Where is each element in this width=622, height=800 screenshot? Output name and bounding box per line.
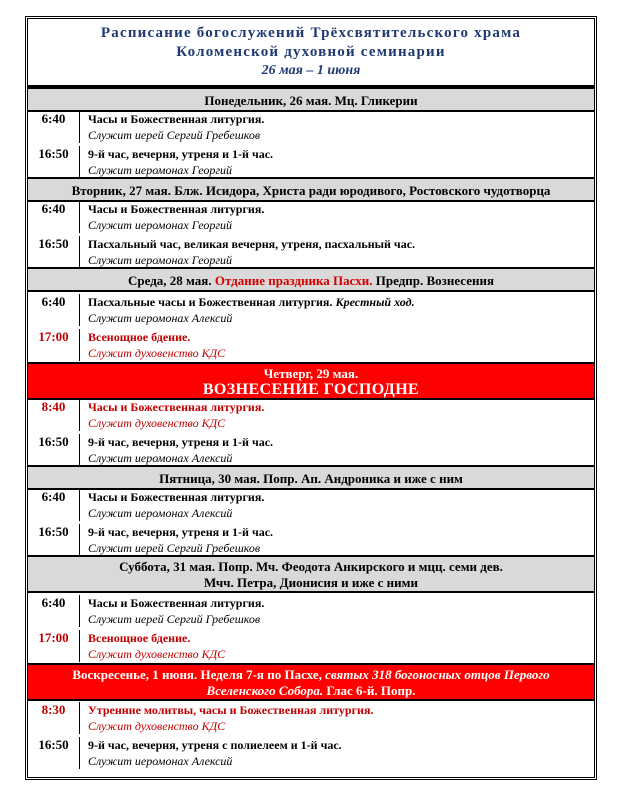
service-time: 6:40 <box>28 489 80 521</box>
service-title: Часы и Божественная литургия. <box>88 400 265 414</box>
service-row <box>28 236 594 268</box>
service-clergy: Служит духовенство КДС <box>88 345 226 360</box>
service-title: 9-й час, вечерня, утреня и 1-й час. <box>88 147 274 161</box>
service-title-italic: Крестный ход. <box>335 294 415 309</box>
service-row <box>28 524 594 556</box>
title-line-2: Коломенской духовной семинарии <box>176 44 446 60</box>
service-clergy: Служит иерей Сергий Гребешков <box>88 611 261 626</box>
day-tuesday <box>28 177 594 267</box>
day-wednesday <box>28 267 594 362</box>
service-title: Часы и Божественная литургия. <box>88 112 265 126</box>
service-clergy: Служит иеромонах Георгий <box>88 218 233 232</box>
service-clergy: Служит духовенство КДС <box>88 718 226 733</box>
service-row <box>28 329 594 361</box>
service-clergy: Служит иеромонах Алексий <box>88 753 233 768</box>
schedule-frame <box>25 16 597 780</box>
day-header: Понедельник, 26 мая. Мц. Гликерии <box>28 87 594 112</box>
service-title: Пасхальный час, великая вечерня, утреня, пасхальный час. <box>88 237 416 251</box>
service-clergy: Служит иеромонах Алексий <box>88 506 233 520</box>
service-row <box>28 146 594 178</box>
day-header: Пятница, 30 мая. Попр. Ап. Андроника и иже с ним <box>28 465 594 490</box>
service-row <box>28 595 594 627</box>
service-row <box>28 489 594 521</box>
service-time: 8:30 <box>28 702 80 734</box>
services <box>28 593 594 663</box>
services <box>28 490 594 555</box>
service-time: 16:50 <box>28 146 80 178</box>
feast-accent: Отдание праздника Пасхи. <box>214 273 373 288</box>
service-title: Часы и Божественная литургия. <box>88 490 265 504</box>
services <box>28 292 594 362</box>
day-header-text: Воскресенье, 1 июня. Неделя 7-я по Пасхе, <box>72 667 322 682</box>
day-thursday <box>28 362 594 465</box>
service-row <box>28 294 594 326</box>
service-row <box>28 111 594 143</box>
service-time: 16:50 <box>28 737 80 769</box>
day-header: Вторник, 27 мая. Блж. Исидора, Христа ради юродивого, Ростовского чудотворца <box>28 177 594 202</box>
service-title: Всенощное бдение. <box>88 630 191 645</box>
service-time: 6:40 <box>28 201 80 233</box>
day-header-text: Предпр. Вознесения <box>375 273 495 288</box>
day-header <box>28 663 594 701</box>
service-time: 17:00 <box>28 630 80 662</box>
services <box>28 701 594 769</box>
services <box>28 400 594 465</box>
service-clergy: Служит иеромонах Георгий <box>88 163 233 177</box>
day-header-text: Среда, 28 мая. <box>127 273 212 288</box>
service-row <box>28 434 594 466</box>
day-monday <box>28 87 594 177</box>
service-clergy: Служит иерей Сергий Гребешков <box>88 541 261 555</box>
day-header-line: Суббота, 31 мая. Попр. Мч. Феодота Анкирского и мцц. семи дев. <box>119 559 503 574</box>
service-row <box>28 201 594 233</box>
day-sunday <box>28 663 594 769</box>
service-clergy: Служит духовенство КДС <box>88 646 226 661</box>
title-line-1: Расписание богослужений Трёхсвятительского храма <box>100 25 522 41</box>
title-dates: 26 мая – 1 июня <box>261 63 361 78</box>
service-title: 9-й час, вечерня, утреня и 1-й час. <box>88 435 274 449</box>
day-saturday <box>28 555 594 663</box>
feast-title: ВОЗНЕСЕНИЕ ГОСПОДНЕ <box>202 381 420 398</box>
service-clergy: Служит духовенство КДС <box>88 416 226 430</box>
service-title: Часы и Божественная литургия. <box>88 202 265 216</box>
service-title: Часы и Божественная литургия. <box>88 595 265 610</box>
feast-italic: святых 318 богоносных отцов Первого Вселенского Собора. <box>206 667 550 698</box>
service-title: 9-й час, вечерня, утреня с полиелеем и 1-й час. <box>88 737 342 752</box>
service-time: 16:50 <box>28 524 80 556</box>
day-header-line: Мчч. Петра, Дионисия и иже с ними <box>204 575 418 590</box>
service-time: 17:00 <box>28 329 80 361</box>
service-title: Утренние молитвы, часы и Божественная литургия. <box>88 702 374 717</box>
service-row <box>28 702 594 734</box>
day-header <box>28 267 594 292</box>
service-time: 6:40 <box>28 294 80 326</box>
service-time: 8:40 <box>28 399 80 431</box>
service-title: Всенощное бдение. <box>88 329 191 344</box>
service-clergy: Служит иерей Сергий Гребешков <box>88 128 261 142</box>
service-row <box>28 630 594 662</box>
day-header <box>28 555 594 593</box>
services <box>28 112 594 177</box>
services <box>28 202 594 267</box>
service-row <box>28 737 594 769</box>
day-header-line: Четверг, 29 мая. <box>263 366 359 381</box>
service-row <box>28 399 594 431</box>
day-header-text: Глас 6-й. Попр. <box>326 683 416 698</box>
service-clergy: Служит иеромонах Георгий <box>88 253 233 267</box>
service-time: 16:50 <box>28 434 80 466</box>
service-time: 6:40 <box>28 595 80 627</box>
service-clergy: Служит иеромонах Алексий <box>88 310 233 325</box>
title-block <box>28 19 594 87</box>
service-time: 16:50 <box>28 236 80 268</box>
service-clergy: Служит иеромонах Алексий <box>88 451 233 465</box>
day-friday <box>28 465 594 555</box>
service-title: 9-й час, вечерня, утреня и 1-й час. <box>88 525 274 539</box>
service-title: Пасхальные часы и Божественная литургия. Крестный ход. <box>88 294 415 309</box>
day-header <box>28 362 594 400</box>
service-time: 6:40 <box>28 111 80 143</box>
